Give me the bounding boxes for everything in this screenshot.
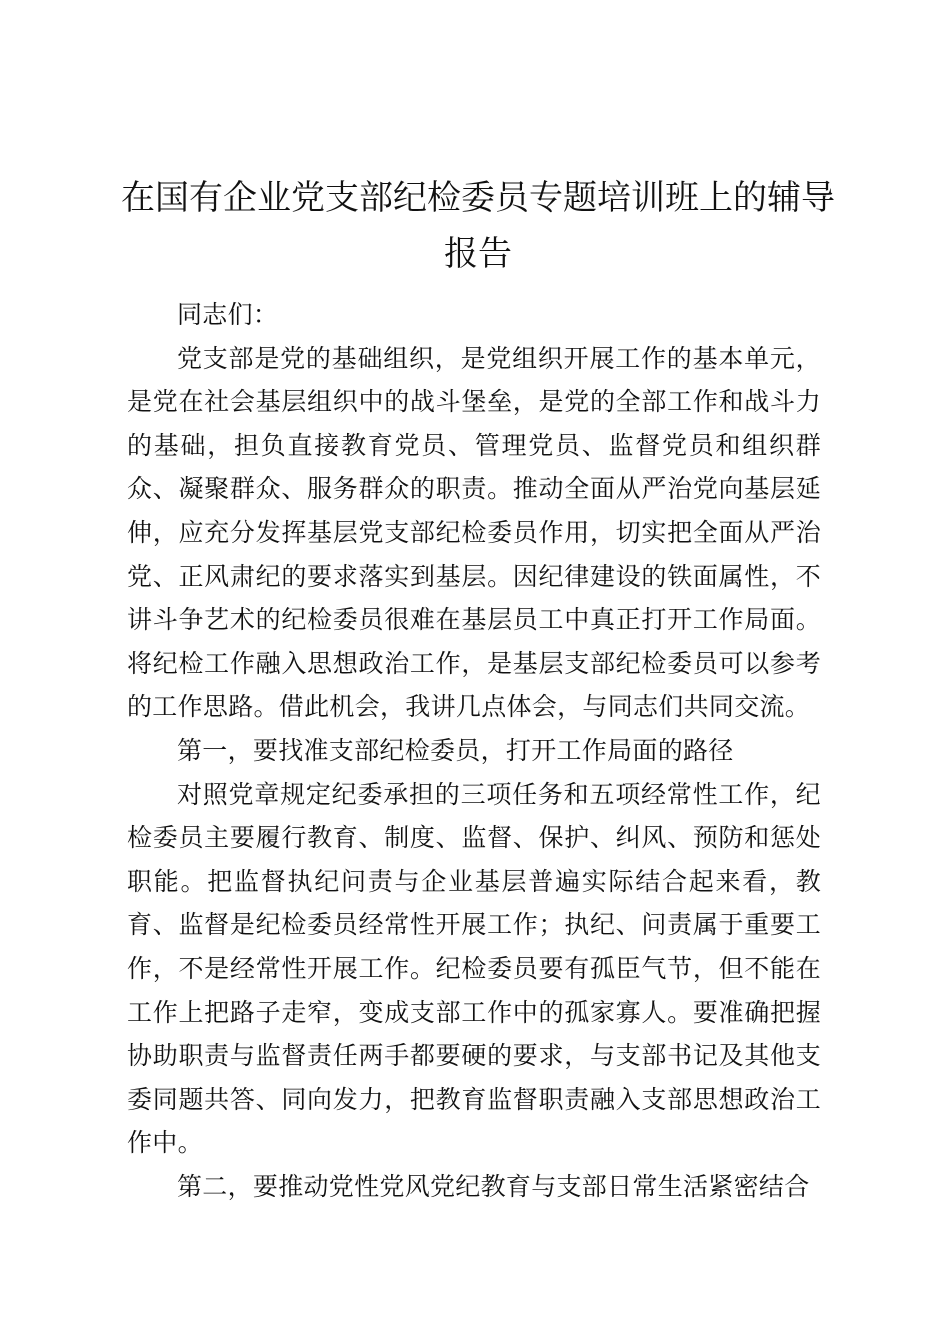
salutation: 同志们： [177,300,279,329]
section-first-paragraph: 对照党章规定纪委承担的三项任务和五项经常性工作，纪检委员主要履行教育、制度、监督、保护、纠风、预防和惩处职能。把监督执纪问责与企业基层普遍实际结合起来看，教育、监督是纪检委员经常性开展工作；执纪、问责属于重要工作，不是经常性开展工作。纪检委员要有孤臣气节，但不能在工作上把路子走窄，变成支部工作中的孤家寡人。要准确把握协助职责与监督责任两手都要硬的要求，与支部书记及其他支委同题共答、同向发力，把教育监督职责融入支部思想政治工作中。 [127,779,821,1158]
document-body [127,293,821,1208]
section-heading-second: 第二，要推动党性党风党纪教育与支部日常生活紧密结合 [177,1171,810,1201]
document-title: 在国有企业党支部纪检委员专题培训班上的辅导报告 [121,178,835,274]
section-heading-first: 第一，要找准支部纪检委员，打开工作局面的路径 [177,735,734,765]
intro-paragraph: 党支部是党的基础组织，是党组织开展工作的基本单元，是党在社会基层组织中的战斗堡垒，是党的全部工作和战斗力的基础，担负直接教育党员、管理党员、监督党员和组织群众、凝聚群众、服务群众的职责。推动全面从严治党向基层延伸，应充分发挥基层党支部纪检委员作用，切实把全面从严治党、正风肃纪的要求落实到基层。因纪律建设的铁面属性，不讲斗争艺术的纪检委员很难在基层员工中真正打开工作局面。将纪检工作融入思想政治工作，是基层支部纪检委员可以参考的工作思路。借此机会，我讲几点体会，与同志们共同交流。 [127,343,821,722]
